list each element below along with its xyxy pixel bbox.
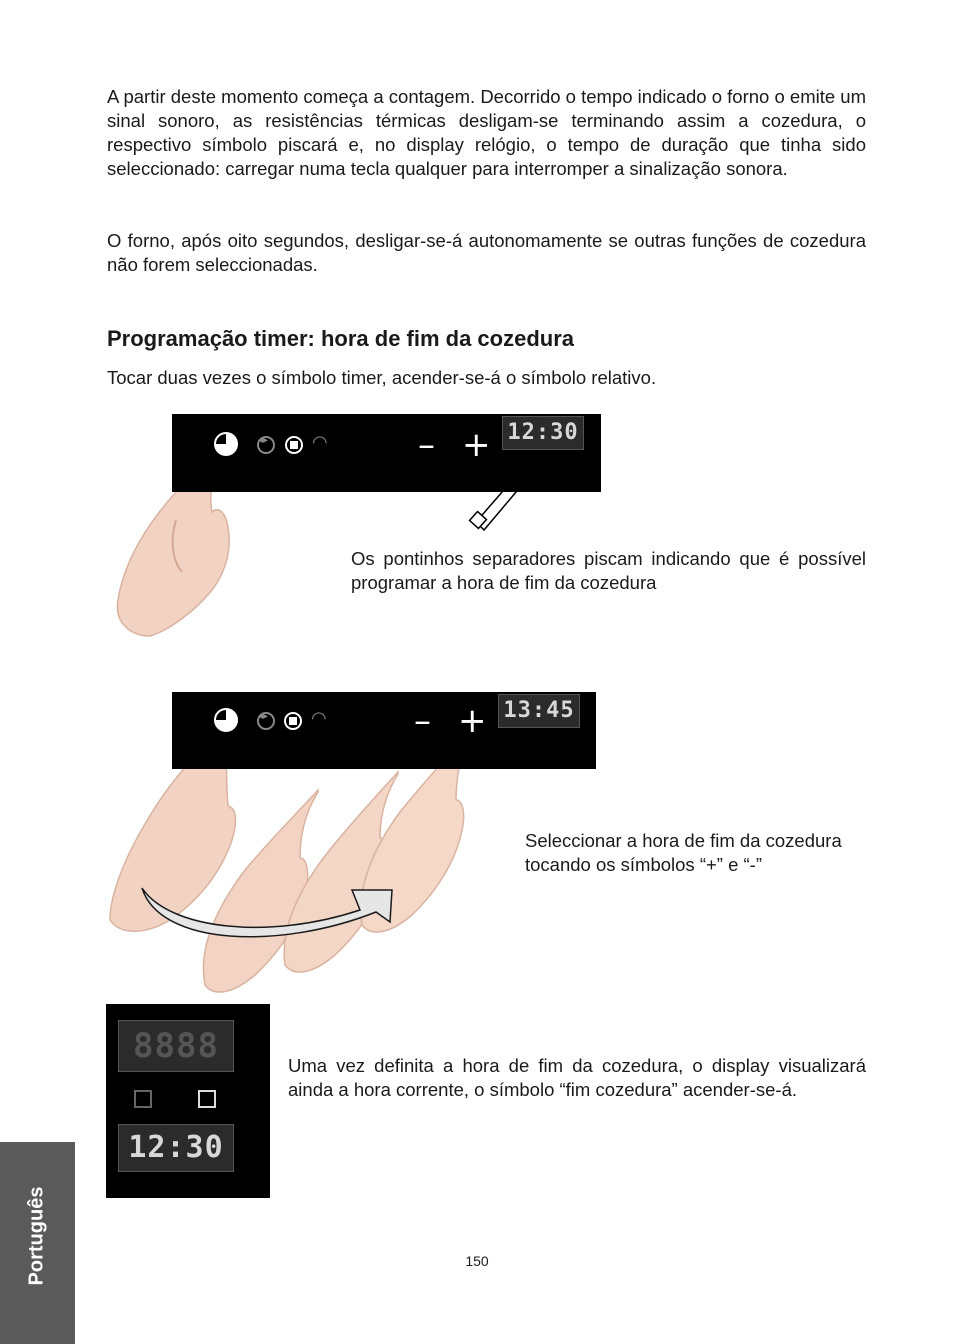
figure3-caption: Uma vez definita a hora de fim da cozedura, o display visualizará ainda a hora corrente, o símbolo “fim cozedura” acender-se-á. bbox=[288, 1055, 866, 1100]
oven-display-panel bbox=[106, 1004, 270, 1198]
figure1-caption: Os pontinhos separadores piscam indicando que é possível programar a hora de fim da cozedura bbox=[351, 548, 866, 593]
plus-button[interactable]: + bbox=[458, 701, 487, 741]
minus-button[interactable]: – bbox=[414, 701, 431, 741]
timer-icon[interactable] bbox=[214, 432, 238, 456]
figure2-caption-line2: tocando os símbolos “+” e “-” bbox=[525, 854, 762, 875]
end-cooking-icon bbox=[198, 1090, 216, 1108]
arrows-icon[interactable] bbox=[257, 436, 275, 454]
control-panel-2 bbox=[172, 692, 596, 769]
plus-button[interactable]: + bbox=[462, 425, 491, 465]
top-display: 8888 bbox=[118, 1020, 234, 1072]
section-title: Programação timer: hora de fim da cozedura bbox=[107, 326, 575, 351]
arrows-icon[interactable] bbox=[257, 712, 275, 730]
section-intro: Tocar duas vezes o símbolo timer, acender-se-á o símbolo relativo. bbox=[107, 367, 657, 388]
page-number: 150 bbox=[465, 1253, 489, 1269]
clock-display: 13:45 bbox=[498, 694, 580, 728]
control-panel-1 bbox=[172, 414, 601, 492]
clock-display: 12:30 bbox=[502, 416, 584, 450]
stop-icon[interactable] bbox=[285, 436, 303, 454]
figure2-caption-line1: Seleccionar a hora de fim da cozedura bbox=[525, 830, 842, 851]
language-label: Português bbox=[25, 1186, 48, 1286]
timer-icon[interactable] bbox=[214, 708, 238, 732]
paragraph-auto-off: O forno, após oito segundos, desligar-se-á autonomamente se outras funções de cozedura não forem seleccionadas. bbox=[107, 230, 866, 275]
start-cooking-icon bbox=[134, 1090, 152, 1108]
stop-icon[interactable] bbox=[284, 712, 302, 730]
paragraph-countdown: A partir deste momento começa a contagem. Decorrido o tempo indicado o forno o emite um sinal sonoro, as resistências térmicas desligam-se terminando assim a cozedura, o respectivo símbolo piscará e, no display relógio, o tempo de duração que tinha sido seleccionado: carregar numa tecla qualquer para interromper a sinalização sonora. bbox=[107, 86, 866, 179]
minus-button[interactable]: – bbox=[418, 425, 435, 465]
wifi-icon: ◠ bbox=[311, 708, 327, 728]
bottom-display: 12:30 bbox=[118, 1124, 234, 1172]
wifi-icon: ◠ bbox=[312, 432, 328, 452]
